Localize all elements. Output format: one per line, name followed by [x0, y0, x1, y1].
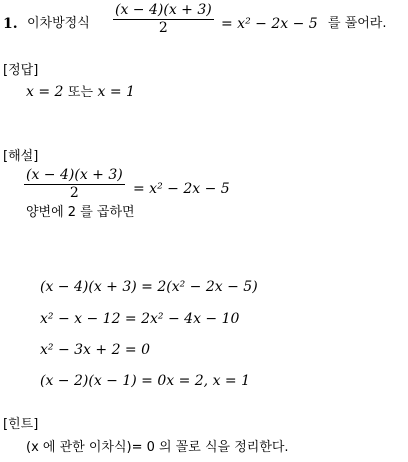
answer-line [26, 83, 135, 102]
problem-fraction-numerator: (x − 4)(x + 3) [115, 2, 212, 18]
solution-fraction-numerator: (x − 4)(x + 3) [26, 167, 123, 183]
solution-equation: x² − x − 12 = 2x² − 4x − 10 [40, 311, 240, 327]
solution-fraction [24, 167, 125, 201]
answer-value-2: x = 1 [97, 84, 135, 100]
problem-number: 1. [3, 16, 18, 32]
problem-prefix: 이차방정식 [27, 16, 90, 31]
solution-fraction-denominator: 2 [69, 185, 79, 201]
answer-conjunction: 또는 [67, 85, 94, 100]
problem-fraction-denominator: 2 [158, 20, 168, 36]
solution-equation: (x − 4)(x + 3) = 2(x² − 2x − 5) [40, 279, 258, 295]
hint-text: (x 에 관한 이차식)= 0 의 꼴로 식을 정리한다. [26, 440, 289, 455]
answer-value-1: x = 2 [26, 84, 64, 100]
solution-equation: (x − 2)(x − 1) = 0x = 2, x = 1 [40, 373, 251, 389]
problem-suffix: 를 풀어라. [328, 16, 387, 31]
answer-heading: [정답] [3, 63, 39, 78]
problem-rhs: = x² − 2x − 5 [221, 16, 318, 32]
solution-heading: [해설] [3, 149, 39, 164]
solution-step-text: 양변에 2 를 곱하면 [26, 205, 135, 220]
solution-equation: x² − 3x + 2 = 0 [40, 342, 151, 358]
solution-rhs: = x² − 2x − 5 [133, 181, 230, 197]
hint-heading: [힌트] [3, 417, 39, 432]
problem-fraction [113, 2, 214, 36]
